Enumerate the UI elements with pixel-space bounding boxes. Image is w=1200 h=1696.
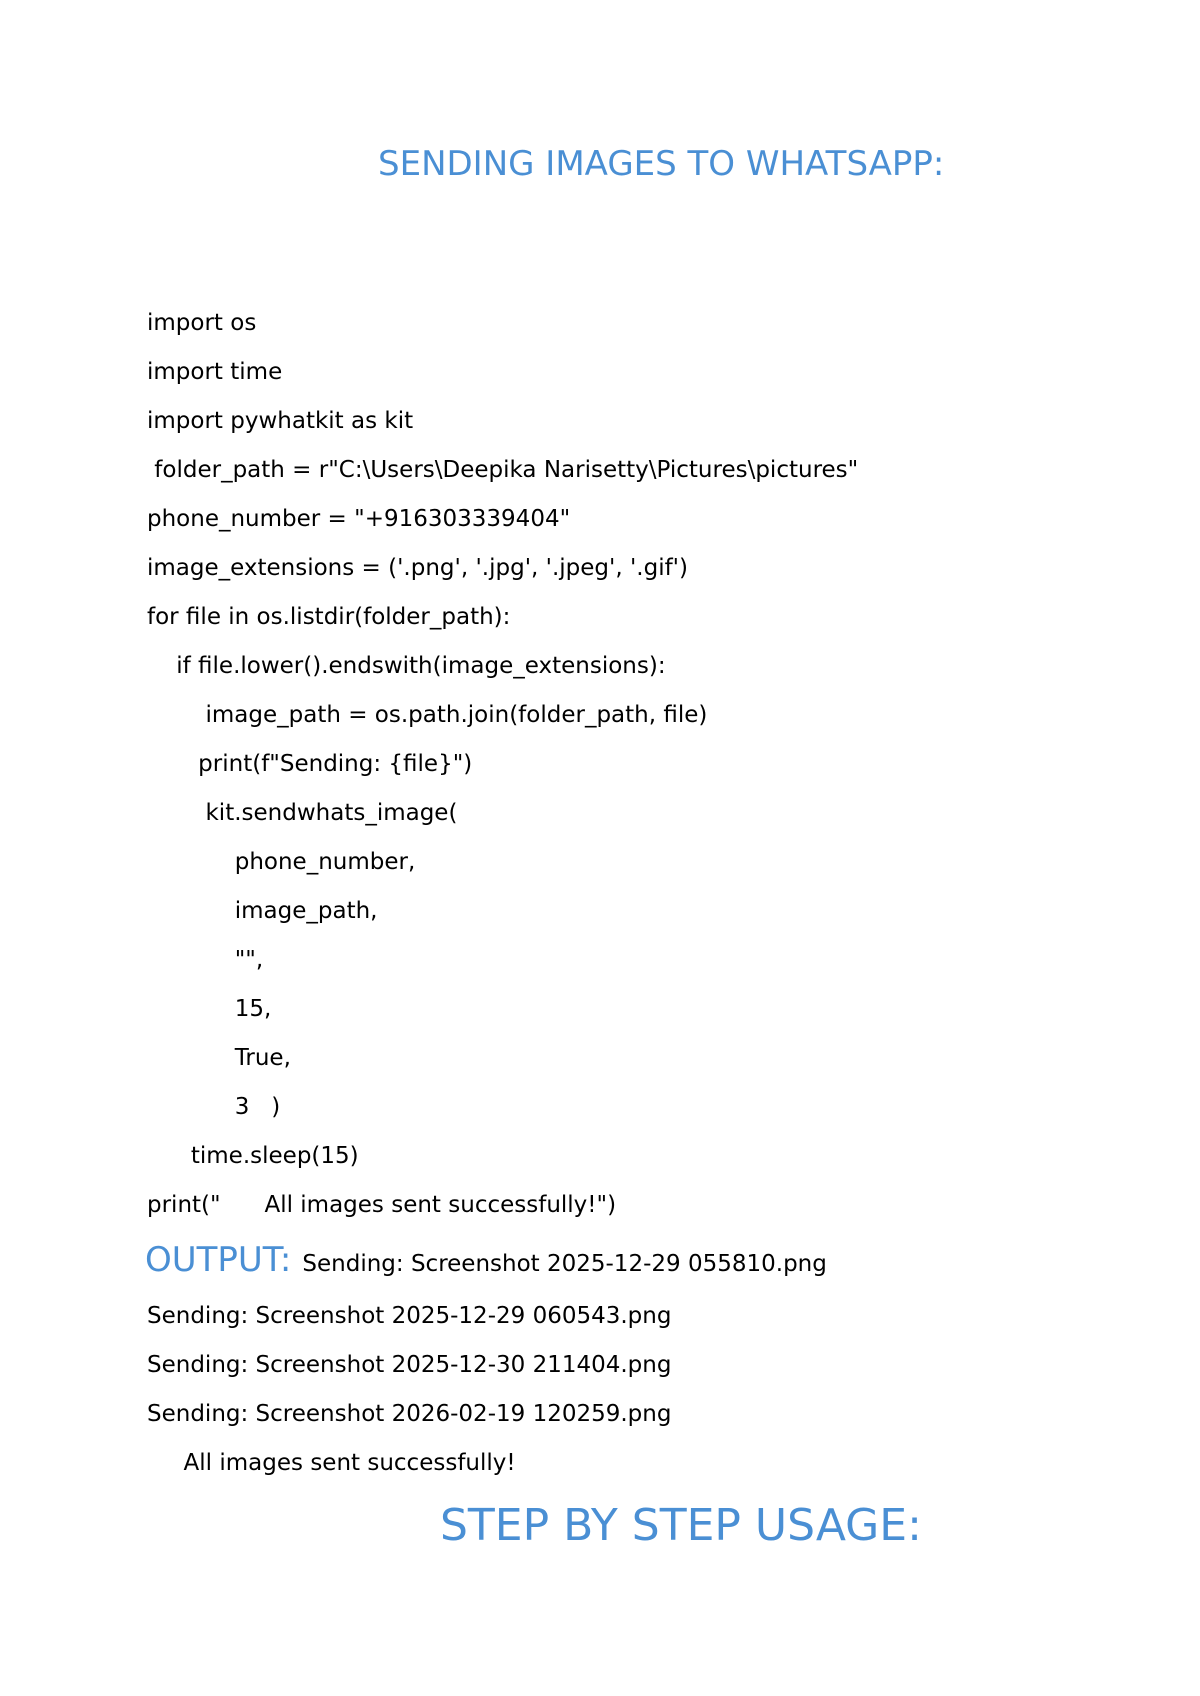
code-line: "", (147, 947, 264, 973)
output-line: Sending: Screenshot 2026-02-19 120259.png (147, 1401, 672, 1427)
code-line: print(" All images sent successfully!") (147, 1192, 617, 1218)
code-line: time.sleep(15) (147, 1143, 359, 1169)
code-line: True, (147, 1045, 291, 1071)
code-line: import pywhatkit as kit (147, 408, 414, 434)
code-line: 15, (147, 996, 272, 1022)
code-line: kit.sendwhats_image( (147, 800, 458, 826)
code-line: phone_number, (147, 849, 416, 875)
output-line: Sending: Screenshot 2025-12-29 055810.png (302, 1251, 827, 1277)
code-line: for file in os.listdir(folder_path): (147, 604, 511, 630)
code-line: phone_number = "+916303339404" (147, 506, 571, 532)
output-line: Sending: Screenshot 2025-12-29 060543.png (147, 1303, 672, 1329)
output-line: All images sent successfully! (147, 1450, 516, 1476)
code-line: import os (147, 310, 257, 336)
code-line: import time (147, 359, 283, 385)
section-heading: STEP BY STEP USAGE: (440, 1500, 922, 1551)
code-line: image_path = os.path.join(folder_path, file) (147, 702, 708, 728)
code-line: 3 ) (147, 1094, 281, 1120)
output-header (145, 1240, 827, 1280)
output-label: OUTPUT: (145, 1240, 292, 1280)
output-line: Sending: Screenshot 2025-12-30 211404.png (147, 1352, 672, 1378)
code-line: image_extensions = ('.png', '.jpg', '.jpeg', '.gif') (147, 555, 688, 581)
code-line: image_path, (147, 898, 378, 924)
code-line: print(f"Sending: {file}") (147, 751, 473, 777)
code-line: if file.lower().endswith(image_extensions): (147, 653, 666, 679)
page-title: SENDING IMAGES TO WHATSAPP: (378, 144, 945, 184)
code-line: folder_path = r"C:\Users\Deepika Narisetty\Pictures\pictures" (147, 457, 859, 483)
